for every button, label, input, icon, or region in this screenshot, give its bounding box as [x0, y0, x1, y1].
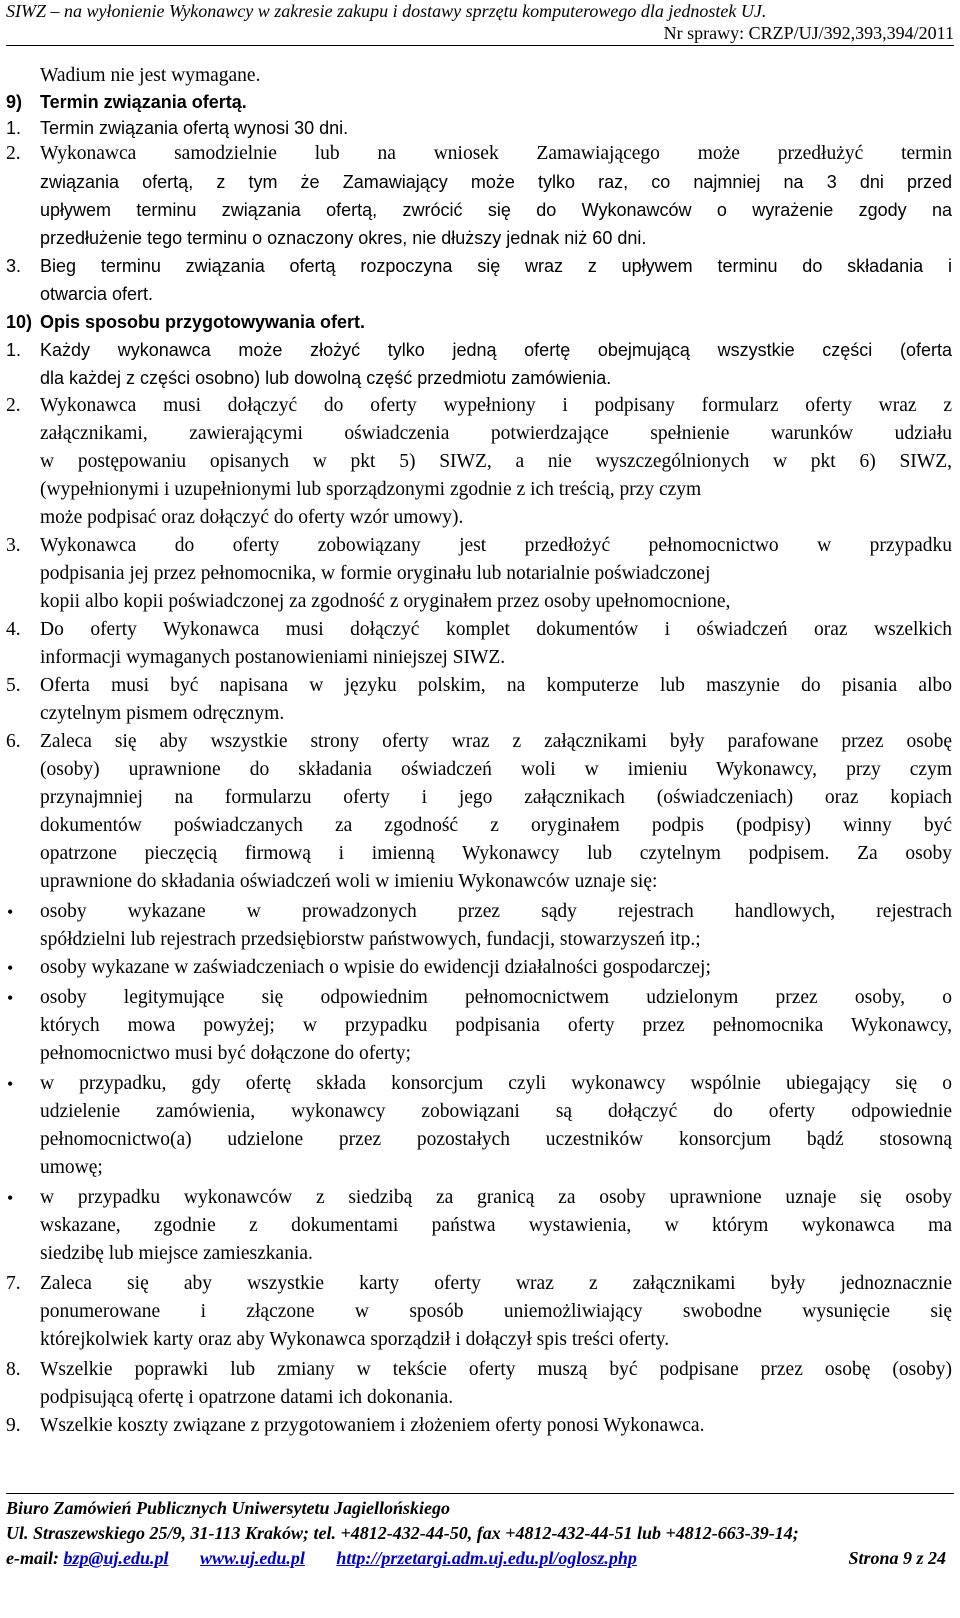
text-line [6, 1184, 956, 1212]
line-text: może podpisać oraz dołączyć do oferty wzór umowy). [40, 507, 464, 528]
line-text: informacji wymaganych postanowieniami niniejszej SIWZ. [40, 647, 506, 668]
line-text: Do oferty Wykonawca musi dołączyć komplet dokumentów i oświadczeń oraz wszelkich [40, 619, 952, 640]
text-line [6, 1384, 956, 1412]
text-line [6, 392, 956, 420]
text-line [6, 588, 956, 616]
line-text: Wszelkie poprawki lub zmiany w tekście oferty muszą być podpisane przez osobę (osoby) [40, 1359, 952, 1380]
text-line [6, 168, 956, 196]
bullet-icon: • [7, 988, 14, 1008]
footer-office: Biuro Zamówień Publicznych Uniwersytetu Jagiellońskiego [6, 1498, 451, 1518]
text-line [6, 984, 956, 1012]
line-text: spółdzielni lub rejestrach przedsiębiorstw państwowych, fundacji, stowarzyszeń itp.; [40, 929, 701, 950]
tender-link[interactable]: http://przetargi.adm.uj.edu.pl/oglosz.php [336, 1548, 637, 1568]
line-text: pełnomocnictwo(a) udzielone przez pozostałych uczestników konsorcjum bądź stosowną [40, 1129, 952, 1150]
footer-address: Ul. Straszewskiego 25/9, 31-113 Kraków; tel. +4812-432-44-50, fax +4812-432-44-51 lub +4812-663-39-14; [6, 1523, 799, 1543]
line-text: którejkolwiek karty oraz aby Wykonawca sporządził i dołączył spis treści oferty. [40, 1329, 670, 1350]
line-text: Bieg terminu związania ofertą rozpoczyna się wraz z upływem terminu do składania i [40, 256, 952, 276]
line-text: umowę; [40, 1157, 103, 1178]
text-line [6, 114, 956, 142]
text-line [6, 336, 956, 364]
line-text: podpisującą ofertę i opatrzone datami ich dokonania. [40, 1387, 454, 1408]
bullet-icon: • [7, 1188, 14, 1208]
line-text: przynajmniej na formularzu oferty i jego załącznikach (oświadczeniach) oraz kopiach [40, 787, 952, 808]
text-line [6, 644, 956, 672]
line-text: osoby wykazane w prowadzonych przez sądy rejestrach handlowych, rejestrach [40, 901, 952, 922]
footer-links [6, 1546, 946, 1570]
line-text: Wadium nie jest wymagane. [40, 65, 261, 86]
line-text: Każdy wykonawca może złożyć tylko jedną ofertę obejmującą wszystkie części (oferta [40, 340, 952, 360]
line-text: (wypełnionymi i uzupełnionymi lub sporządzonymi zgodnie z ich treścią, przy czym [40, 479, 702, 500]
line-text: Wykonawca do oferty zobowiązany jest przedłożyć pełnomocnictwo w przypadku [40, 535, 952, 556]
line-text: Termin związania ofertą. [40, 92, 247, 112]
line-text: przedłużenie tego terminu o oznaczony okres, nie dłuższy jednak niż 60 dni. [40, 228, 647, 248]
text-line [6, 926, 956, 954]
text-line [6, 88, 956, 116]
text-line [6, 812, 956, 840]
text-line [6, 196, 956, 224]
line-text: osoby wykazane w zaświadczeniach o wpisie do ewidencji działalności gospodarczej; [40, 957, 711, 978]
text-line [6, 1070, 956, 1098]
line-text: w przypadku wykonawców z siedzibą za granicą za osoby uprawnione uznaje się osoby [40, 1187, 952, 1208]
list-number: 2. [6, 395, 21, 416]
text-line [6, 756, 956, 784]
text-line [6, 1012, 956, 1040]
list-number: 9) [6, 92, 23, 112]
case-number: Nr sprawy: CRZP/UJ/392,393,394/2011 [663, 23, 954, 43]
website-link[interactable]: www.uj.edu.pl [199, 1548, 305, 1568]
list-number: 1. [6, 340, 22, 360]
list-number: 2. [6, 143, 21, 164]
text-line [6, 532, 956, 560]
line-text: otwarcia ofert. [40, 284, 154, 304]
line-text: Wykonawca samodzielnie lub na wniosek Zamawiającego może przedłużyć termin [40, 143, 952, 164]
line-text: dla każdej z części osobno) lub dowolną część przedmiotu zamówienia. [40, 368, 612, 388]
line-text: związania ofertą, z tym że Zamawiający może tylko raz, co najmniej na 3 dni przed [40, 172, 952, 192]
text-line [6, 560, 956, 588]
line-text: siedzibę lub miejsce zamieszkania. [40, 1243, 313, 1264]
list-number: 1. [6, 118, 22, 138]
text-line [6, 1098, 956, 1126]
line-text: w przypadku, gdy ofertę składa konsorcjum czyli wykonawcy wspólnie ubiegający się o [40, 1073, 952, 1094]
email-label: e-mail: [6, 1548, 59, 1568]
list-number: 5. [6, 675, 21, 696]
line-text: osoby legitymujące się odpowiednim pełnomocnictwem udzielonym przez osoby, o [40, 987, 952, 1008]
line-text: Termin związania ofertą wynosi 30 dni. [40, 118, 349, 138]
line-text: Wykonawca musi dołączyć do oferty wypełniony i podpisany formularz oferty wraz z [40, 395, 952, 416]
list-number: 4. [6, 619, 21, 640]
text-line [6, 62, 956, 90]
text-line [6, 784, 956, 812]
line-text: kopii albo kopii poświadczonej za zgodność z oryginałem przez osoby upełnomocnione, [40, 591, 731, 612]
text-line [6, 1240, 956, 1268]
text-line [6, 700, 956, 728]
text-line [6, 1154, 956, 1182]
list-number: 7. [6, 1273, 21, 1294]
text-line [6, 1040, 956, 1068]
line-text: upływem terminu związania ofertą, zwrócić się do Wykonawców o wyrażenie zgody na [40, 200, 952, 220]
text-line [6, 224, 956, 252]
line-text: opatrzone pieczęcią firmową i imienną Wykonawcy lub czytelnym podpisem. Za osoby [40, 843, 952, 864]
line-text: Opis sposobu przygotowywania ofert. [40, 312, 366, 332]
line-text: (osoby) uprawnione do składania oświadczeń woli w imieniu Wykonawcy, przy czym [40, 759, 952, 780]
line-text: wskazane, zgodnie z dokumentami państwa wystawienia, w którym wykonawca ma [40, 1215, 952, 1236]
text-line [6, 728, 956, 756]
bullet-icon: • [7, 1074, 14, 1094]
text-line [6, 1212, 956, 1240]
bullet-icon: • [7, 902, 14, 922]
text-line [6, 954, 956, 982]
email-link[interactable]: bzp@uj.edu.pl [63, 1548, 169, 1568]
text-line [6, 448, 956, 476]
line-text: podpisania jej przez pełnomocnika, w formie oryginału lub notarialnie poświadczonej [40, 563, 711, 584]
text-line [6, 1326, 956, 1354]
line-text: udzielenie zamówienia, wykonawcy zobowiązani są dołączyć do oferty odpowiednie [40, 1101, 952, 1122]
line-text: w postępowaniu opisanych w pkt 5) SIWZ, a nie wyszczególnionych w pkt 6) SIWZ, [40, 451, 952, 472]
text-line [6, 1356, 956, 1384]
line-text: czytelnym pismem odręcznym. [40, 703, 285, 724]
line-text: Zaleca się aby wszystkie strony oferty wraz z załącznikami były parafowane przez osobę [40, 731, 952, 752]
line-text: Oferta musi być napisana w języku polskim, na komputerze lub maszynie do pisania albo [40, 675, 952, 696]
page-number: Strona 9 z 24 [848, 1548, 946, 1568]
text-line [6, 476, 956, 504]
text-line [6, 840, 956, 868]
header-divider [6, 45, 954, 46]
text-line [6, 1412, 956, 1440]
list-number: 6. [6, 731, 21, 752]
text-line [6, 1298, 956, 1326]
text-line [6, 1126, 956, 1154]
line-text: pełnomocnictwo musi być dołączone do oferty; [40, 1043, 411, 1064]
line-text: których mowa powyżej; w przypadku podpisania oferty przez pełnomocnika Wykonawcy, [40, 1015, 952, 1036]
text-line [6, 504, 956, 532]
text-line [6, 868, 956, 896]
footer-divider [6, 1493, 954, 1494]
text-line [6, 140, 956, 168]
list-number: 3. [6, 256, 22, 276]
line-text: załącznikami, zawierającymi oświadczenia potwierdzające spełnienie warunków udziału [40, 423, 952, 444]
line-text: dokumentów poświadczanych za zgodność z oryginałem podpis (podpisy) winny być [40, 815, 952, 836]
line-text: uprawnione do składania oświadczeń woli w imieniu Wykonawców uznaje się: [40, 871, 658, 892]
text-line [6, 308, 956, 336]
text-line [6, 898, 956, 926]
list-number: 9. [6, 1415, 21, 1436]
text-line [6, 364, 956, 392]
bullet-icon: • [7, 958, 14, 978]
line-text: Zaleca się aby wszystkie karty oferty wraz z załącznikami były jednoznacznie [40, 1273, 952, 1294]
list-number: 10) [6, 312, 33, 332]
list-number: 8. [6, 1359, 21, 1380]
line-text: Wszelkie koszty związane z przygotowaniem i złożeniem oferty ponosi Wykonawca. [40, 1415, 705, 1436]
text-line [6, 252, 956, 280]
text-line [6, 672, 956, 700]
line-text: ponumerowane i złączone w sposób uniemożliwiający swobodne wysunięcie się [40, 1301, 952, 1322]
header-title: SIWZ – na wyłonienie Wykonawcy w zakresie zakupu i dostawy sprzętu komputerowego dla jednostek UJ. [6, 1, 767, 21]
text-line [6, 616, 956, 644]
text-line [6, 420, 956, 448]
list-number: 3. [6, 535, 21, 556]
text-line [6, 280, 956, 308]
text-line [6, 1270, 956, 1298]
